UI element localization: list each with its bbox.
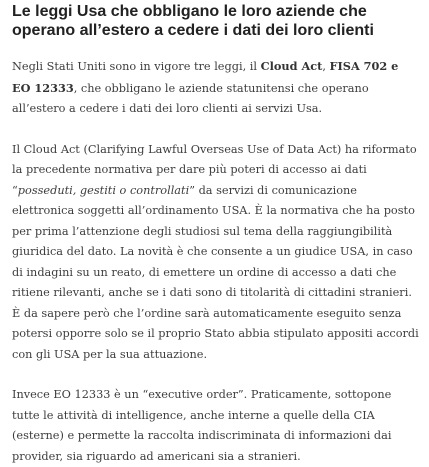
paragraph-cloud-act xyxy=(12,140,420,366)
paragraph-text: , xyxy=(322,60,330,73)
paragraph-text: Il Cloud Act (Clarifying Lawful Overseas Use of Data Act) ha riformato la precedente normativa per dare più poteri di accesso ai dati “ xyxy=(12,142,417,197)
italic-quote: posseduti, gestiti o controllati xyxy=(17,183,190,197)
article xyxy=(12,0,420,467)
law-name-cloud-act: Cloud Act xyxy=(260,59,323,73)
paragraph-text: , che obbligano le aziende statunitensi che operano all’estero a cedere i dati dei loro clienti ai servizi Usa. xyxy=(12,81,369,115)
article-headline: Le leggi Usa che obbligano le loro aziende che operano all’estero a cedere i dati dei loro clienti xyxy=(12,3,374,39)
paragraph-text: ” da servizi di comunicazione elettronica soggetti all’ordinamento USA. È la normativa che ha posto per prima l’attenzione degli studiosi sul tema della raggiungibilità giuridica del dato. La novità è che consente a un giudice USA, in caso di indagini su un reato, di emettere un ordine di accesso a dati che ritiene rilevanti, anche se i dati sono di titolarità di cittadini stranieri. È da sapere però che l’ordine sarà automaticamente eseguito senza potersi opporre solo se il proprio Stato abbia stipulato appositi accordi con gli USA per la sua attuazione. xyxy=(12,183,419,361)
paragraph-text: Negli Stati Uniti sono in vigore tre leggi, il xyxy=(12,60,261,73)
paragraph-laws-overview xyxy=(12,56,420,120)
paragraph-eo-12333 xyxy=(12,385,420,467)
law-name-fisa-eo: FISA 702 e EO 12333 xyxy=(12,59,399,95)
paragraph-text: Invece EO 12333 è un “executive order”. Praticamente, sottopone tutte le attività di intelligence, anche interne a quelle della CIA (esterne) e permette la raccolta indiscriminata di informazioni dai provider, sia riguardo ad americani sia a stranieri. xyxy=(12,388,392,463)
